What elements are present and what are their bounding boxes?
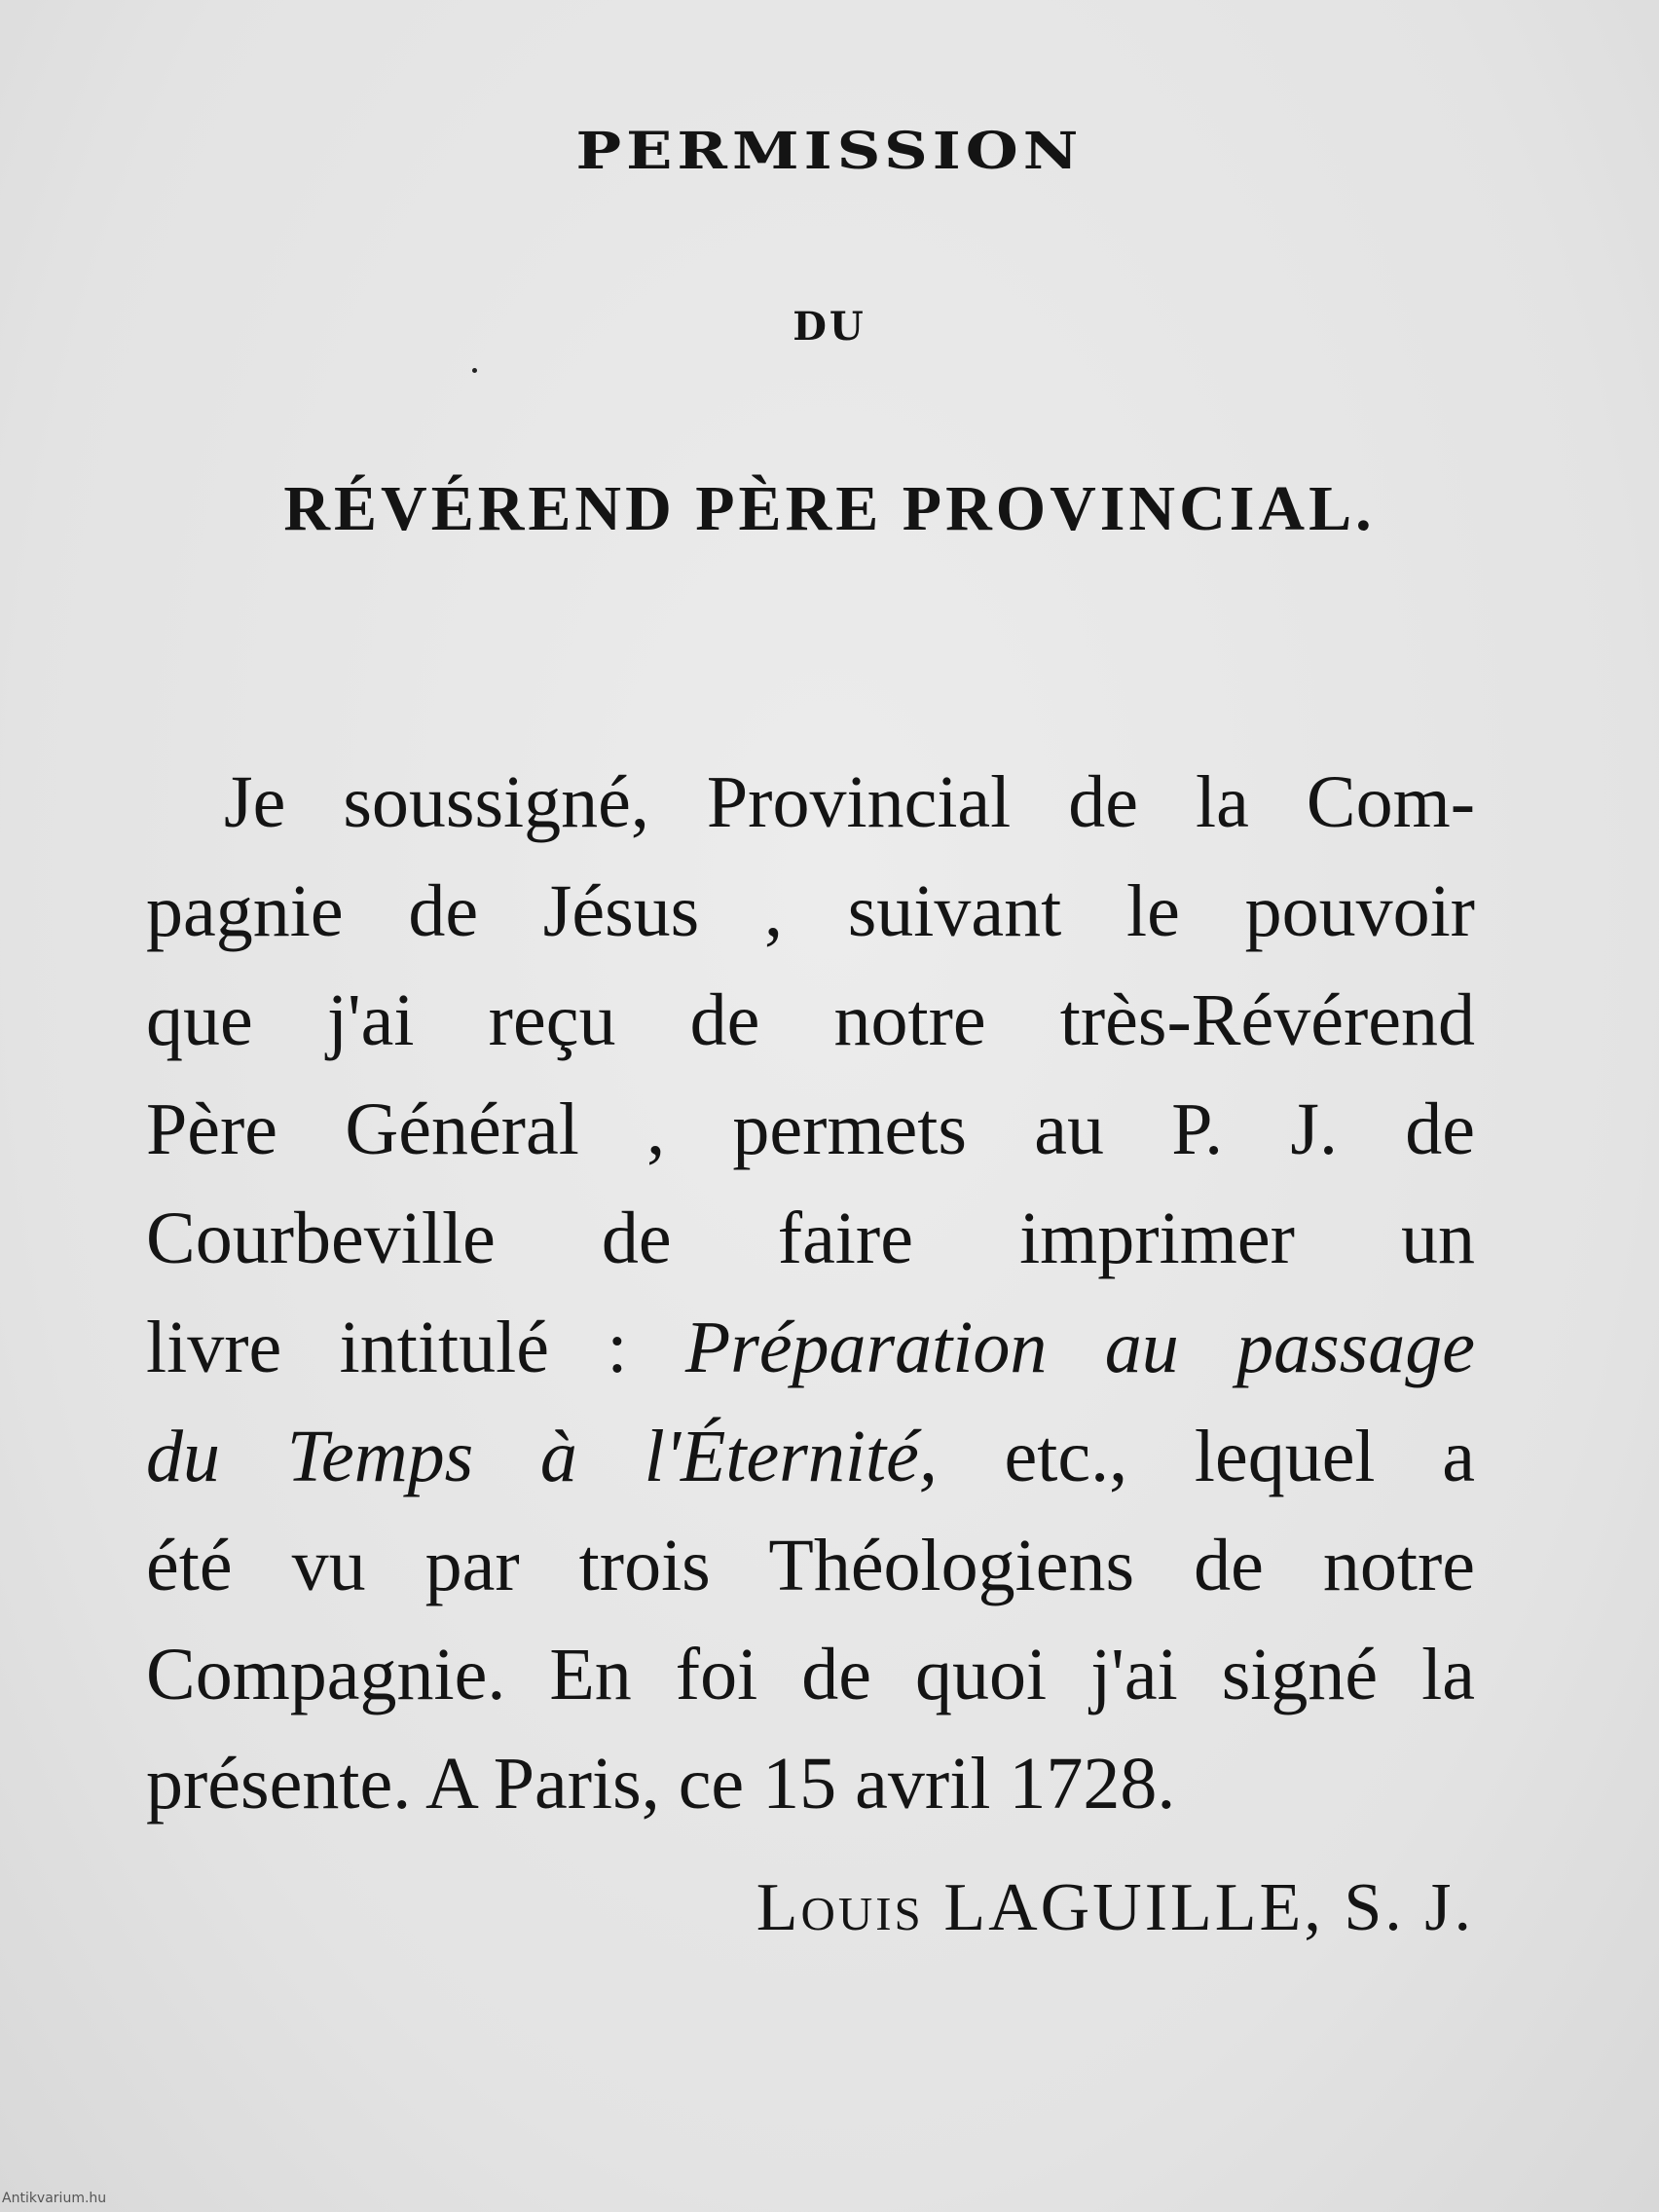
text-line: Père Général , permets au P. J. de	[146, 1088, 1475, 1170]
text-line: Je soussigné, Provincial de la Com-	[224, 761, 1475, 843]
page-title: PERMISSION	[575, 120, 1084, 181]
text-line	[146, 1293, 1475, 1402]
page-subtitle: RÉVÉREND PÈRE PROVINCIAL.	[283, 473, 1376, 544]
text-line: que j'ai reçu de notre très-Révérend	[146, 979, 1475, 1061]
text-roman: etc., lequel a	[937, 1416, 1475, 1497]
heading-du: DU	[793, 304, 866, 350]
signature	[756, 1869, 1474, 1947]
watermark: Antikvarium.hu	[2, 2191, 107, 2206]
signature-first-name: Louis	[756, 1870, 924, 1945]
speck	[472, 368, 477, 373]
signature-rest: LAGUILLE, S. J.	[923, 1870, 1474, 1945]
text-line	[146, 1402, 1475, 1511]
text-line: pagnie de Jésus , suivant le pouvoir	[146, 870, 1475, 952]
permission-text	[146, 748, 1475, 1838]
text-line: été vu par trois Théologiens de notre	[146, 1525, 1475, 1606]
book-title-italic: du Temps à l'Éternité,	[146, 1416, 938, 1497]
text-roman: livre intitulé :	[146, 1307, 685, 1388]
text-line: Compagnie. En foi de quoi j'ai signé la	[146, 1634, 1475, 1715]
text-line: présente. A Paris, ce 15 avril 1728.	[146, 1743, 1176, 1825]
text-line: Courbeville de faire imprimer un	[146, 1198, 1475, 1279]
book-title-italic: Préparation au passage	[684, 1307, 1475, 1388]
